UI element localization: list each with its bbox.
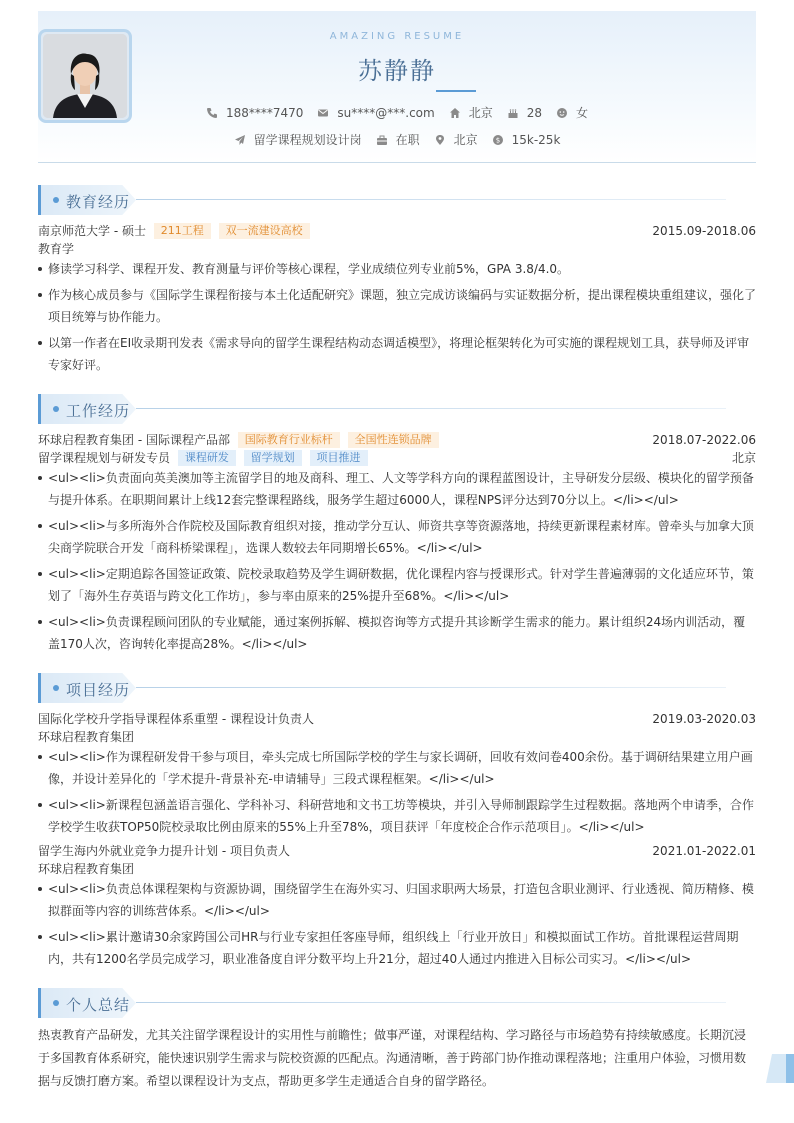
tag-badge: 国际教育行业标杆 (238, 432, 340, 448)
tag-badge: 双一流建设高校 (219, 223, 310, 239)
work-role-row (38, 449, 756, 467)
age-text: 28 (526, 105, 543, 120)
status-item (376, 131, 420, 148)
salary-item (492, 133, 561, 147)
name-underline (436, 90, 476, 92)
location-pin-icon (434, 134, 446, 146)
project-section-title (38, 673, 756, 703)
list-item: <ul><li>与多所海外合作院校及国际教育组织对接，推动学分互认、师资共享等资源落地，持续更新课程素材库。曾牵头与加拿大顶尖商学院联合开发「商科桥梁课程」，选课人数较去年同期增长65%。</li></ul> (38, 515, 756, 559)
email-item (317, 106, 434, 120)
salary-text: 15k-25k (511, 132, 561, 147)
email-text: su****@***.com (337, 105, 435, 120)
home-item (449, 104, 493, 121)
project-date: 2019.03-2020.03 (652, 712, 756, 726)
project-title-row (38, 710, 756, 728)
svg-text:$: $ (495, 136, 500, 145)
summary-text: 热衷教育产品研发，尤其关注留学课程设计的实用性与前瞻性；做事严谨，对课程结构、学习路径与市场趋势有持续敏感度。长期沉浸于多国教育体系研究，能快速识别学生需求与院校资源的匹配点。沟通清晰，善于跨部门协作推动课程落地；注重用户体验，习惯用数据与反馈打磨方案。希望以课程设计为支点，帮助更多学生走通适合自身的留学路径。 (38, 1028, 747, 1088)
job-intent-row (38, 131, 756, 148)
list-item: <ul><li>定期追踪各国签证政策、院校录取趋势及学生调研数据，优化课程内容与授课形式。针对学生普遍薄弱的文化适应环节，策划了「海外生存英语与跨文化工作坊」，参与率由原来的25%提升至68%。</li></ul> (38, 563, 756, 607)
home-icon (449, 107, 461, 119)
list-item: <ul><li>累计邀请30余家跨国公司HR与行业专家担任客座导师，组织线上「行业开放日」和模拟面试工作坊。首批课程运营周期内，共有1200名学员完成学习，职业准备度自评分数平均上升21分，超过40人通过内推进入目标公司实习。</li></ul> (38, 926, 756, 970)
list-item: <ul><li>负责总体课程架构与资源协调，围绕留学生在海外实习、归国求职两大场景，打造包含职业测评、行业透视、简历精修、模拟群面等内容的训练营体系。</li></ul> (38, 878, 756, 922)
candidate-name: 苏静静 (358, 57, 436, 85)
section-label: 教育经历 (66, 193, 131, 211)
company-name: 环球启程教育集团 - 国际课程产品部 (38, 433, 230, 447)
gender-item (556, 104, 588, 121)
project-date: 2021.01-2022.01 (652, 844, 756, 858)
work-section-title (38, 394, 756, 424)
status-icon (376, 134, 388, 146)
list-item: <ul><li>作为课程研发骨干参与项目，牵头完成七所国际学校的学生与家长调研，回收有效问卷400余份。基于调研结果建立用户画像，并设计差异化的「学术提升-背景补充-申请辅导」三段式课程框架。</li></ul> (38, 746, 756, 790)
phone-item (206, 106, 303, 120)
project-org: 环球启程教育集团 (38, 862, 135, 876)
education-major: 教育学 (38, 242, 75, 256)
education-section-title (38, 185, 756, 215)
phone-icon (206, 107, 218, 119)
position-text: 留学课程规划设计岗 (253, 133, 362, 147)
summary-section-title (38, 988, 756, 1018)
list-item: <ul><li>负责课程顾问团队的专业赋能，通过案例拆解、模拟咨询等方式提升其诊断学生需求的能力。累计组织24场内训活动，覆盖170人次，咨询转化率提高28%。</li></ul> (38, 611, 756, 655)
section-label: 项目经历 (66, 681, 131, 699)
work-city: 北京 (731, 451, 756, 465)
position-item (234, 131, 362, 148)
phone-text: 188****7470 (225, 105, 304, 120)
list-item: <ul><li>新课程包涵盖语言强化、学科补习、科研营地和文书工坊等模块，并引入导师制跟踪学生过程数据。落地两个申请季，合作学校学生收获TOP50院校录取比例由原来的55%上升至78%，项目获评「年度校企合作示范项目」。</li></ul> (38, 794, 756, 838)
list-item: <ul><li>负责面向英美澳加等主流留学目的地及商科、理工、人文等学科方向的课程蓝图设计，主导研发分层级、模块化的留学预备与提升体系。在职期间累计上线12套完整课程路线，服务学生超过6000人，课程NPS评分达到70分以上。</li></ul> (38, 467, 756, 511)
corner-decoration (766, 1054, 794, 1083)
tag-badge: 211工程 (154, 223, 211, 239)
education-school-row (38, 222, 756, 240)
list-item: 作为核心成员参与《国际学生课程衔接与本土化适配研究》课题，独立完成访谈编码与实证数据分析，提出课程模块重组建议，强化了项目统筹与协作能力。 (38, 284, 756, 328)
city-text: 北京 (453, 133, 478, 147)
gender-text: 女 (576, 106, 589, 120)
resume-header (38, 11, 756, 163)
role-name: 留学课程规划与研发专员 (38, 451, 171, 465)
mail-icon (317, 107, 329, 119)
age-item (507, 106, 542, 120)
education-date: 2015.09-2018.06 (652, 224, 756, 238)
cake-icon (507, 107, 519, 119)
list-item: 以第一作者在EI收录期刊发表《需求导向的留学生课程结构动态调适模型》，将理论框架转化为可实施的课程规划工具，获导师及评审专家好评。 (38, 332, 756, 376)
project-name: 国际化学校升学指导课程体系重塑 - 课程设计负责人 (38, 712, 314, 726)
salary-icon (492, 134, 504, 146)
tag-badge: 留学规划 (244, 450, 302, 466)
tag-badge: 课程研发 (178, 450, 236, 466)
contact-info-row (38, 104, 756, 121)
section-label: 工作经历 (66, 402, 131, 420)
work-date: 2018.07-2022.06 (652, 433, 756, 447)
tag-badge: 项目推进 (310, 450, 368, 466)
school-name: 南京师范大学 - 硕士 (38, 224, 146, 238)
section-label: 个人总结 (66, 996, 131, 1014)
list-item: 修读学习科学、课程开发、教育测量与评价等核心课程，学业成绩位列专业前5%，GPA 3.8/4.0。 (38, 258, 756, 280)
status-text: 在职 (395, 133, 420, 147)
resume-tagline: AMAZING RESUME (329, 31, 465, 42)
gender-icon (556, 107, 568, 119)
project-name: 留学生海内外就业竞争力提升计划 - 项目负责人 (38, 844, 290, 858)
home-text: 北京 (468, 106, 493, 120)
project-org: 环球启程教育集团 (38, 730, 135, 744)
tag-badge: 全国性连锁品牌 (348, 432, 439, 448)
send-icon (234, 134, 246, 146)
city-item (434, 131, 478, 148)
project-title-row (38, 842, 756, 860)
work-company-row (38, 431, 756, 449)
